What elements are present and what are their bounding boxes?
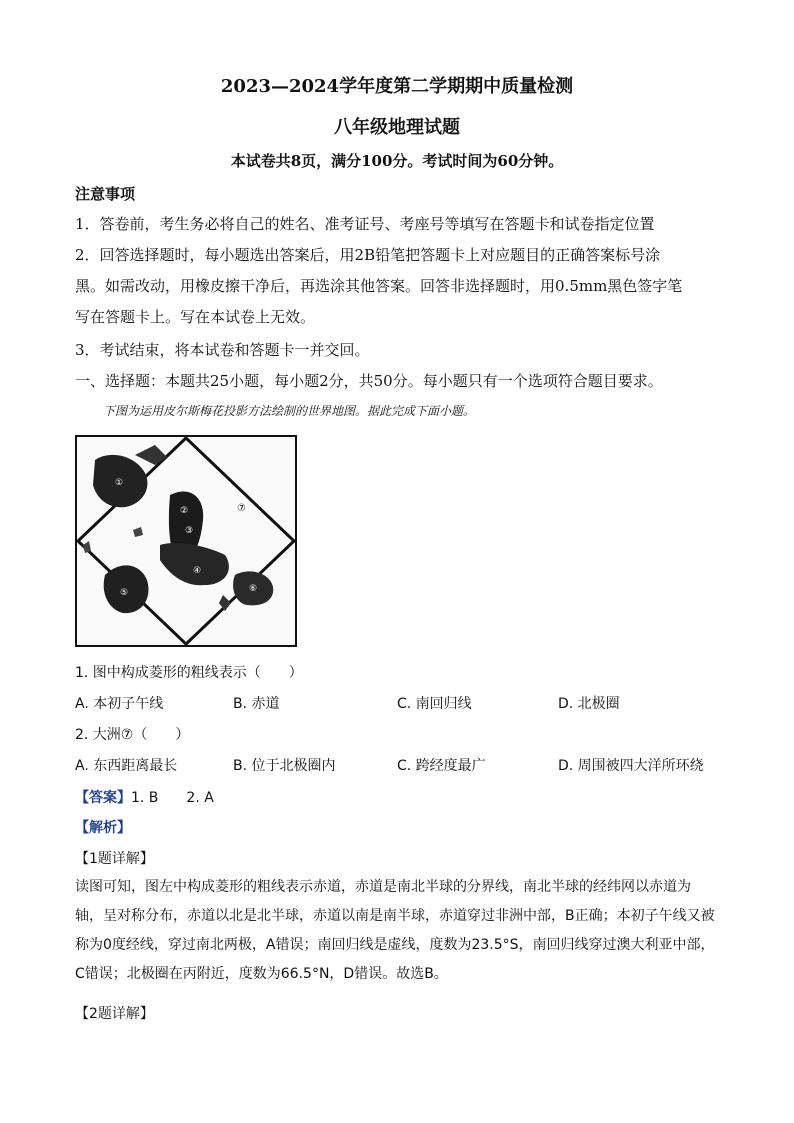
answer-text: 1. B 2. A <box>131 790 214 806</box>
answer-label: 【答案】 <box>75 790 131 806</box>
exam-subtitle: 八年级地理试题 <box>334 117 460 138</box>
option-d[interactable]: D. 北极圈 <box>558 696 620 712</box>
option-c[interactable]: C. 跨经度最广 <box>397 758 486 774</box>
question-intro: 下图为运用皮尔斯梅花投影方法绘制的世界地图。据此完成下面小题。 <box>103 404 476 418</box>
notice-item: 2．回答选择题时，每小题选出答案后，用2B铅笔把答题卡上对应题目的正确答案标号涂 <box>75 246 661 264</box>
map-label: ⑤ <box>120 588 129 598</box>
option-b[interactable]: B. 赤道 <box>233 696 280 712</box>
notice-heading: 注意事项 <box>75 185 136 203</box>
map-label: ④ <box>193 566 202 576</box>
peirce-quincuncial-map <box>75 435 297 647</box>
map-label: ① <box>115 478 124 488</box>
exam-info: 本试卷共8页，满分100分。考试时间为60分钟。 <box>230 152 564 170</box>
world-map-figure <box>75 435 297 647</box>
notice-item: 黑。如需改动，用橡皮擦干净后，再选涂其他答案。回答非选择题时，用0.5mm黑色签字笔 <box>75 277 683 295</box>
analysis-label: 【解析】 <box>75 820 131 836</box>
question-stem: 1. 图中构成菱形的粗线表示（ ） <box>75 665 303 681</box>
q1-detail-body <box>75 873 715 989</box>
q1-detail-heading: 【1题详解】 <box>75 851 154 867</box>
option-d[interactable]: D. 周围被四大洋所环绕 <box>558 758 704 774</box>
map-label: ③ <box>185 526 194 536</box>
exam-title: 2023—2024学年度第二学期期中质量检测 <box>220 76 574 97</box>
notice-item: 3．考试结束，将本试卷和答题卡一并交回。 <box>75 341 370 359</box>
analysis-line: 轴，呈对称分布，赤道以北是北半球，赤道以南是南半球，赤道穿过非洲中部，B正确；本初子午线又被 <box>75 908 715 924</box>
q2-detail-heading: 【2题详解】 <box>75 1006 154 1022</box>
answer-row <box>75 787 214 807</box>
analysis-line: 读图可知，图左中构成菱形的粗线表示赤道，赤道是南北半球的分界线，南北半球的经纬网以赤道为 <box>75 879 691 895</box>
map-label: ⑥ <box>249 584 258 594</box>
question-stem: 2. 大洲⑦（ ） <box>75 727 190 743</box>
option-a[interactable]: A. 本初子午线 <box>75 696 164 712</box>
option-a[interactable]: A. 东西距离最长 <box>75 758 178 774</box>
map-label: ⑦ <box>237 503 246 514</box>
map-label: ② <box>180 506 189 516</box>
option-b[interactable]: B. 位于北极圈内 <box>233 758 336 774</box>
section-heading: 一、选择题：本题共25小题，每小题2分，共50分。每小题只有一个选项符合题目要求。 <box>75 372 663 390</box>
option-c[interactable]: C. 南回归线 <box>397 696 472 712</box>
notice-item: 1．答卷前，考生务必将自己的姓名、准考证号、考座号等填写在答题卡和试卷指定位置 <box>75 215 655 233</box>
notice-item: 写在答题卡上。写在本试卷上无效。 <box>75 308 316 326</box>
analysis-line: 称为0度经线，穿过南北两极，A错误；南回归线是虚线，度数为23.5°S，南回归线穿过澳大利亚中部， <box>75 937 715 953</box>
analysis-line: C错误；北极圈在丙附近，度数为66.5°N，D错误。故选B。 <box>75 966 448 982</box>
